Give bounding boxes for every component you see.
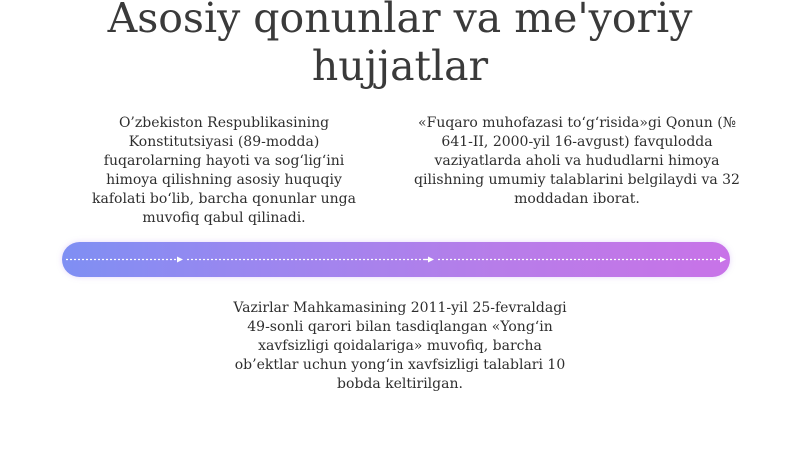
slide-title: Asosiy qonunlar va me'yoriy hujjatlar	[107, 0, 693, 90]
text-block-constitution: O’zbekiston Respublikasining Konstitutsiyasi (89-modda) fuqarolarning hayoti va sog‘lig‘ini himoya qilishning asosiy huquqiy kafolati bo‘lib, barcha qonunlar unga muvofiq qabul qilinadi.	[92, 115, 356, 226]
text-block-civil-protection-law: «Fuqaro muhofazasi to‘g‘risida»gi Qonun (№ 641-II, 2000-yil 16-avgust) favqulodda vaziyatlarda aholi va hududlarni himoya qilishning umumiy talablarini belgilaydi va 32 moddadan iborat.	[414, 115, 740, 207]
timeline-arrow-1	[177, 257, 183, 263]
text-block-fire-safety-rules: Vazirlar Mahkamasining 2011-yil 25-fevraldagi 49-sonli qarori bilan tasdiqlangan «Yong‘in xavfsizligi qoidalariga» muvofiq, barcha ob’ektlar uchun yong‘in xavfsizligi talablari 10 bobda keltirilgan.	[233, 300, 567, 392]
timeline-line	[62, 242, 730, 277]
timeline-bar	[62, 242, 730, 277]
timeline-arrow-3	[720, 257, 726, 263]
timeline-arrow-2	[428, 257, 434, 263]
